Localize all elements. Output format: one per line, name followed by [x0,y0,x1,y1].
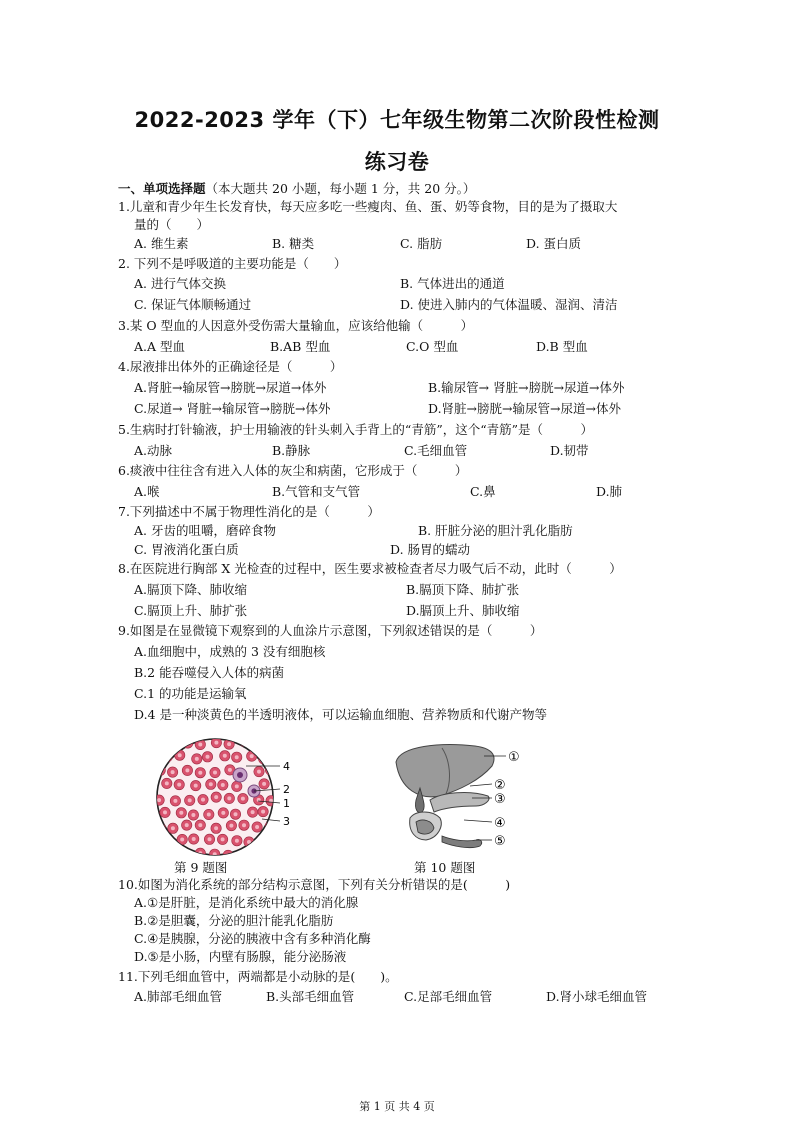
red-cell-center [188,798,192,802]
question-stem: 2. 下列不是呼吸道的主要功能是（ ） [118,256,347,271]
question-stem: 3.某 O 型血的人因意外受伤需大量输血，应该给他输（ ） [118,318,474,333]
intestine-shape [442,836,482,848]
blood-smear-figure [150,735,320,860]
option: D.⑤是小肠，内壁有肠腺，能分泌肠液 [134,949,347,964]
red-cell-center [262,782,266,786]
page-footer: 第 1 页 共 4 页 [359,1100,435,1113]
option: C.尿道→ 肾脏→输尿管→膀胱→体外 [134,401,331,416]
red-blood-cell [253,737,263,747]
fig9-label: 3 [283,815,290,828]
option: C.O 型血 [406,339,459,354]
option: C.1 的功能是运输氧 [134,686,247,701]
red-cell-center [256,855,260,859]
red-cell-center [268,824,272,828]
question-stem: 4.尿液排出体外的正确途径是（ ） [118,359,343,374]
red-cell-center [157,798,161,802]
fig9-label: 1 [283,797,290,810]
red-cell-center [180,838,184,842]
red-blood-cell [167,737,177,747]
red-cell-center [223,754,227,758]
red-blood-cell [268,736,278,746]
red-blood-cell [161,835,171,845]
red-cell-center [221,811,225,815]
red-cell-center [270,853,274,857]
red-cell-center [228,768,232,772]
question-stem: 5.生病时打针输液，护士用输液的针头刺入手背上的“青筋”，这个“青筋”是（ ） [118,422,593,437]
fig10-label: ⑤ [494,834,506,849]
option: A. 进行气体交换 [134,276,226,291]
option: B. 肝脏分泌的胆汁乳化脂肪 [418,523,573,538]
option: D.肾小球毛细血管 [546,989,648,1004]
red-cell-center [256,740,260,744]
red-cell-center [235,755,239,759]
option: A.血细胞中，成熟的 3 没有细胞核 [134,644,326,659]
red-cell-center [213,771,217,775]
red-cell-center [171,852,175,856]
option: B.输尿管→ 肾脏→膀胱→尿道→体外 [428,380,625,395]
red-cell-center [235,839,239,843]
question-stem: 8.在医院进行胸部 X 光检查的过程中，医生要求被检查者尽力吸气后不动，此时（ ） [118,561,622,576]
red-cell-center [164,838,168,842]
option: A.膈顶下降、肺收缩 [134,582,248,597]
red-cell-center [185,768,189,772]
red-cell-center [242,853,246,857]
red-blood-cell [155,823,165,833]
red-cell-center [209,782,213,786]
section-note: （本大题共 20 小题，每小题 1 分，共 20 分。） [205,181,476,196]
red-blood-cell [265,821,275,831]
red-cell-center [243,739,247,743]
question-stem: 量的（ ） [134,217,210,232]
label-line-2 [470,784,492,786]
red-cell-center [271,740,275,744]
option: D.肾脏→膀胱→输尿管→尿道→体外 [428,401,621,416]
option: C.鼻 [470,484,496,499]
option: C.足部毛细血管 [404,989,493,1004]
red-cell-center [263,840,267,844]
option: B.头部毛细血管 [266,989,355,1004]
red-cell-center [255,825,259,829]
option: D.4 是一种淡黄色的半透明液体，可以运输血细胞、营养物质和代谢产物等 [134,707,547,722]
fig10-label: ② [494,778,506,793]
red-cell-center [171,740,175,744]
red-cell-center [191,813,195,817]
exam-subtitle: 练习卷 [364,150,430,174]
option: A.①是肝脏，是消化系统中最大的消化腺 [134,895,359,910]
red-cell-center [269,768,273,772]
option: B.2 能吞噬侵入人体的病菌 [134,665,285,680]
red-cell-center [235,784,239,788]
red-cell-center [159,854,163,858]
red-blood-cell [156,850,166,860]
red-cell-center [229,824,233,828]
red-cell-center [195,757,199,761]
fig10-label: ③ [494,792,506,807]
red-blood-cell [267,850,277,860]
option: C.膈顶上升、肺扩张 [134,603,248,618]
fig9-label: 2 [283,783,290,796]
red-cell-center [221,783,225,787]
question-stem: 11.下列毛细血管中，两端都是小动脉的是( )。 [118,969,398,984]
option: B.AB 型血 [270,339,331,354]
red-cell-center [257,770,261,774]
red-cell-center [214,795,218,799]
red-cell-center [278,782,282,786]
label-line-4 [464,820,492,822]
red-blood-cell [183,738,193,748]
option: A.肾脏→输尿管→膀胱→尿道→体外 [134,380,327,395]
red-cell-center [214,741,218,745]
red-cell-center [227,796,231,800]
red-cell-center [277,754,281,758]
red-cell-center [173,799,177,803]
red-cell-center [192,837,196,841]
option: D.韧带 [550,443,589,458]
red-cell-center [251,810,255,814]
red-cell-center [208,837,212,841]
red-blood-cell [259,754,269,764]
red-cell-center [206,755,210,759]
red-cell-center [159,827,163,831]
red-cell-center [158,768,162,772]
red-blood-cell [162,752,172,762]
option: D. 肠胃的蠕动 [390,542,471,557]
option: B.②是胆囊，分泌的胆汁能乳化脂肪 [134,913,334,928]
red-cell-center [171,826,175,830]
option: A.动脉 [134,443,173,458]
red-cell-center [214,826,218,830]
question-stem: 10.如图为消化系统的部分结构示意图，下列有关分析错误的是( ) [118,877,511,892]
red-cell-center [165,781,169,785]
red-cell-center [276,841,280,845]
red-cell-center [207,813,211,817]
option: C.毛细血管 [404,443,468,458]
red-cell-center [221,837,225,841]
fig9-caption: 第 9 题图 [174,860,228,875]
fig9-label: 4 [283,760,290,773]
option: C. 胃液消化蛋白质 [134,542,239,557]
red-cell-center [262,757,266,761]
red-cell-center [178,753,182,757]
red-cell-center [261,810,265,814]
option: B.静脉 [272,443,311,458]
option: A. 牙齿的咀嚼，磨碎食物 [134,523,276,538]
red-cell-center [194,784,198,788]
red-cell-center [179,811,183,815]
option: D. 使进入肺内的气体温暖、湿润、清洁 [400,297,618,312]
digestive-system-figure [380,740,540,858]
red-cell-center [241,797,245,801]
option: B.膈顶下降、肺扩张 [406,582,520,597]
option: A.喉 [134,484,160,499]
red-blood-cell [239,849,249,859]
red-cell-center [177,783,181,787]
option: D.B 型血 [536,339,588,354]
red-cell-center [198,823,202,827]
red-cell-center [242,823,246,827]
option: A. 维生素 [134,236,189,251]
exam-title: 2022-2023 学年（下）七年级生物第二次阶段性检测 [134,108,660,132]
red-cell-center [198,771,202,775]
section-title: 一、单项选择题 [118,181,206,196]
red-blood-cell [155,738,165,748]
question-stem: 1.儿童和青少年生长发育快，每天应多吃一些瘦肉、鱼、蛋、奶等食物，目的是为了摄取大 [118,199,618,214]
red-blood-cell [260,837,270,847]
option: C. 脂肪 [400,236,443,251]
option: C. 保证气体顺畅通过 [134,297,252,312]
fig10-label: ① [508,750,520,765]
option: B.气管和支气管 [272,484,361,499]
red-cell-center [163,810,167,814]
white-cell-nucleus [237,772,243,778]
red-cell-center [201,798,205,802]
option: A.A 型血 [134,339,186,354]
fig10-label: ④ [494,816,506,831]
red-cell-center [165,755,169,759]
option: D.肺 [596,484,623,499]
fig10-caption: 第 10 题图 [414,860,476,875]
red-cell-center [250,754,254,758]
question-stem: 7.下列描述中不属于物理性消化的是（ ） [118,504,380,519]
question-stem: 6.痰液中往往含有进入人体的灰尘和病菌，它形成于（ ） [118,463,468,478]
question-stem: 9.如图是在显微镜下观察到的人血涂片示意图，下列叙述错误的是（ ） [118,623,543,638]
option: D. 蛋白质 [526,236,582,251]
pancreas-shape [430,793,489,812]
red-blood-cell [253,851,263,860]
option: A.肺部毛细血管 [134,989,223,1004]
option: B. 气体进出的通道 [400,276,505,291]
option: B. 糖类 [272,236,315,251]
red-cell-center [158,741,162,745]
red-cell-center [171,770,175,774]
option: C.④是胰腺，分泌的胰液中含有多种消化酶 [134,931,371,946]
red-blood-cell [155,765,165,775]
option: D.膈顶上升、肺收缩 [406,603,520,618]
red-blood-cell [273,838,283,848]
red-cell-center [234,812,238,816]
red-cell-center [198,743,202,747]
red-cell-center [278,812,282,816]
red-cell-center [185,823,189,827]
red-cell-center [227,742,231,746]
section-heading [118,180,475,198]
